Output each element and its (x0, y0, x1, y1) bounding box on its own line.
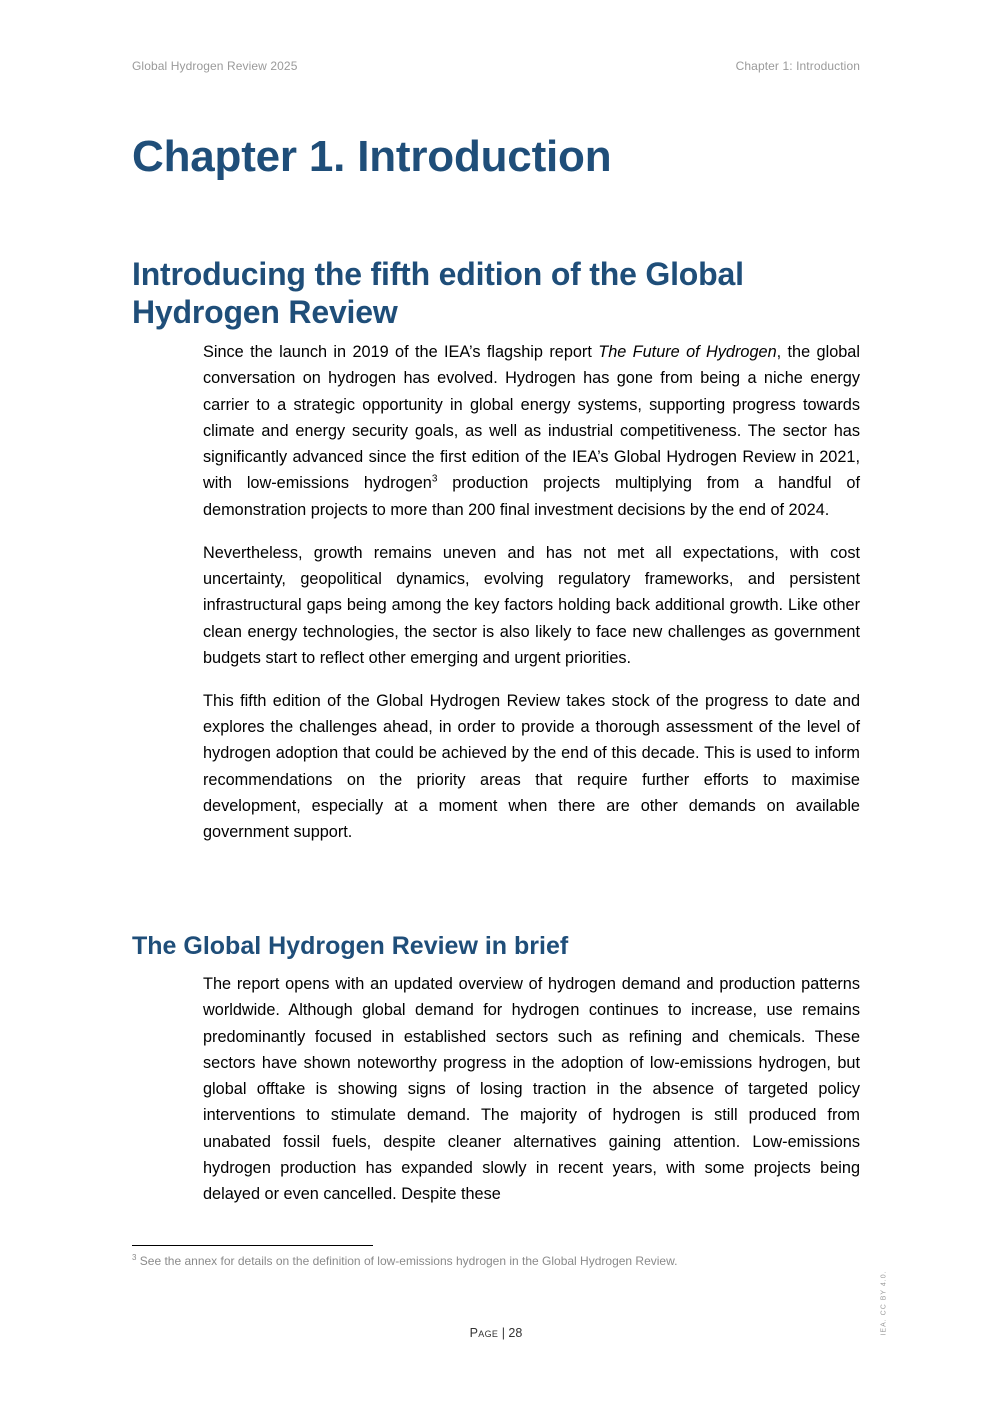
license-text: IEA. CC BY 4.0. (880, 1270, 888, 1336)
footnote-marker: 3 (132, 1253, 137, 1262)
subsection-body (203, 971, 860, 1208)
paragraph-text: , the global conversation on hydrogen has evolved. Hydrogen has gone from being a niche energy carrier to a strategic opportunity in global energy systems, supporting progress towards climate and energy security goals, as well as industrial competitiveness. The sector has significantly advanced since the first edition of the IEA’s Global Hydrogen Review in 2021, with low-emissions hydrogen (203, 343, 860, 493)
paragraph: The report opens with an updated overview of hydrogen demand and production patterns worldwide. Although global demand for hydrogen continues to increase, use remains predominantly focused in established sectors such as refining and chemicals. These sectors have shown noteworthy progress in the adoption of low-emissions hydrogen, but global offtake is showing signs of losing traction in the absence of targeted policy interventions to stimulate demand. The majority of hydrogen is still produced from unabated fossil fuels, despite cleaner alternatives gaining attention. Low-emissions hydrogen production has expanded slowly in recent years, with some projects being delayed or even cancelled. Despite these (203, 975, 860, 1204)
paragraph-text: Since the launch in 2019 of the IEA’s flagship report (203, 343, 599, 361)
footnote-separator (132, 1245, 373, 1246)
footnote-text: See the annex for details on the definition of low-emissions hydrogen in the Global Hydrogen Review. (136, 1254, 678, 1268)
page-number: 28 (508, 1326, 523, 1340)
header-report-title: Global Hydrogen Review 2025 (132, 59, 298, 73)
paragraph: This fifth edition of the Global Hydrogen Review takes stock of the progress to date and explores the challenges ahead, in order to provide a thorough assessment of the level of hydrogen adoption that could be achieved by the end of this decade. This is used to inform recommendations on the priority areas that require further efforts to maximise development, especially at a moment when there are other demands on available government support. (203, 691, 860, 842)
page-label: Page (469, 1326, 499, 1340)
report-title-italic: The Future of Hydrogen (598, 343, 777, 361)
paragraph: Nevertheless, growth remains uneven and has not met all expectations, with cost uncertainty, geopolitical dynamics, evolving regulatory frameworks, and persistent infrastructural gaps being among the key factors holding back additional growth. Like other clean energy technologies, the sector is also likely to face new challenges as government budgets start to reflect other emerging and urgent priorities. (203, 543, 860, 667)
chapter-title: Chapter 1. Introduction (132, 132, 612, 181)
paragraph (203, 339, 860, 523)
footnote (132, 1254, 860, 1269)
header-chapter-label: Chapter 1: Introduction (735, 59, 860, 73)
footnote-reference[interactable]: 3 (431, 474, 438, 486)
section-body (203, 339, 860, 846)
subsection-title: The Global Hydrogen Review in brief (132, 932, 569, 960)
page-footer (0, 1326, 992, 1340)
license-notice (876, 1272, 892, 1334)
running-header (132, 59, 860, 75)
page-separator: | (498, 1326, 509, 1340)
section-title: Introducing the fifth edition of the Global Hydrogen Review (132, 256, 744, 330)
paragraph-text: production projects multiplying from a handful of demonstration projects to more than 200 final investment decisions by the end of 2024. (203, 474, 860, 519)
